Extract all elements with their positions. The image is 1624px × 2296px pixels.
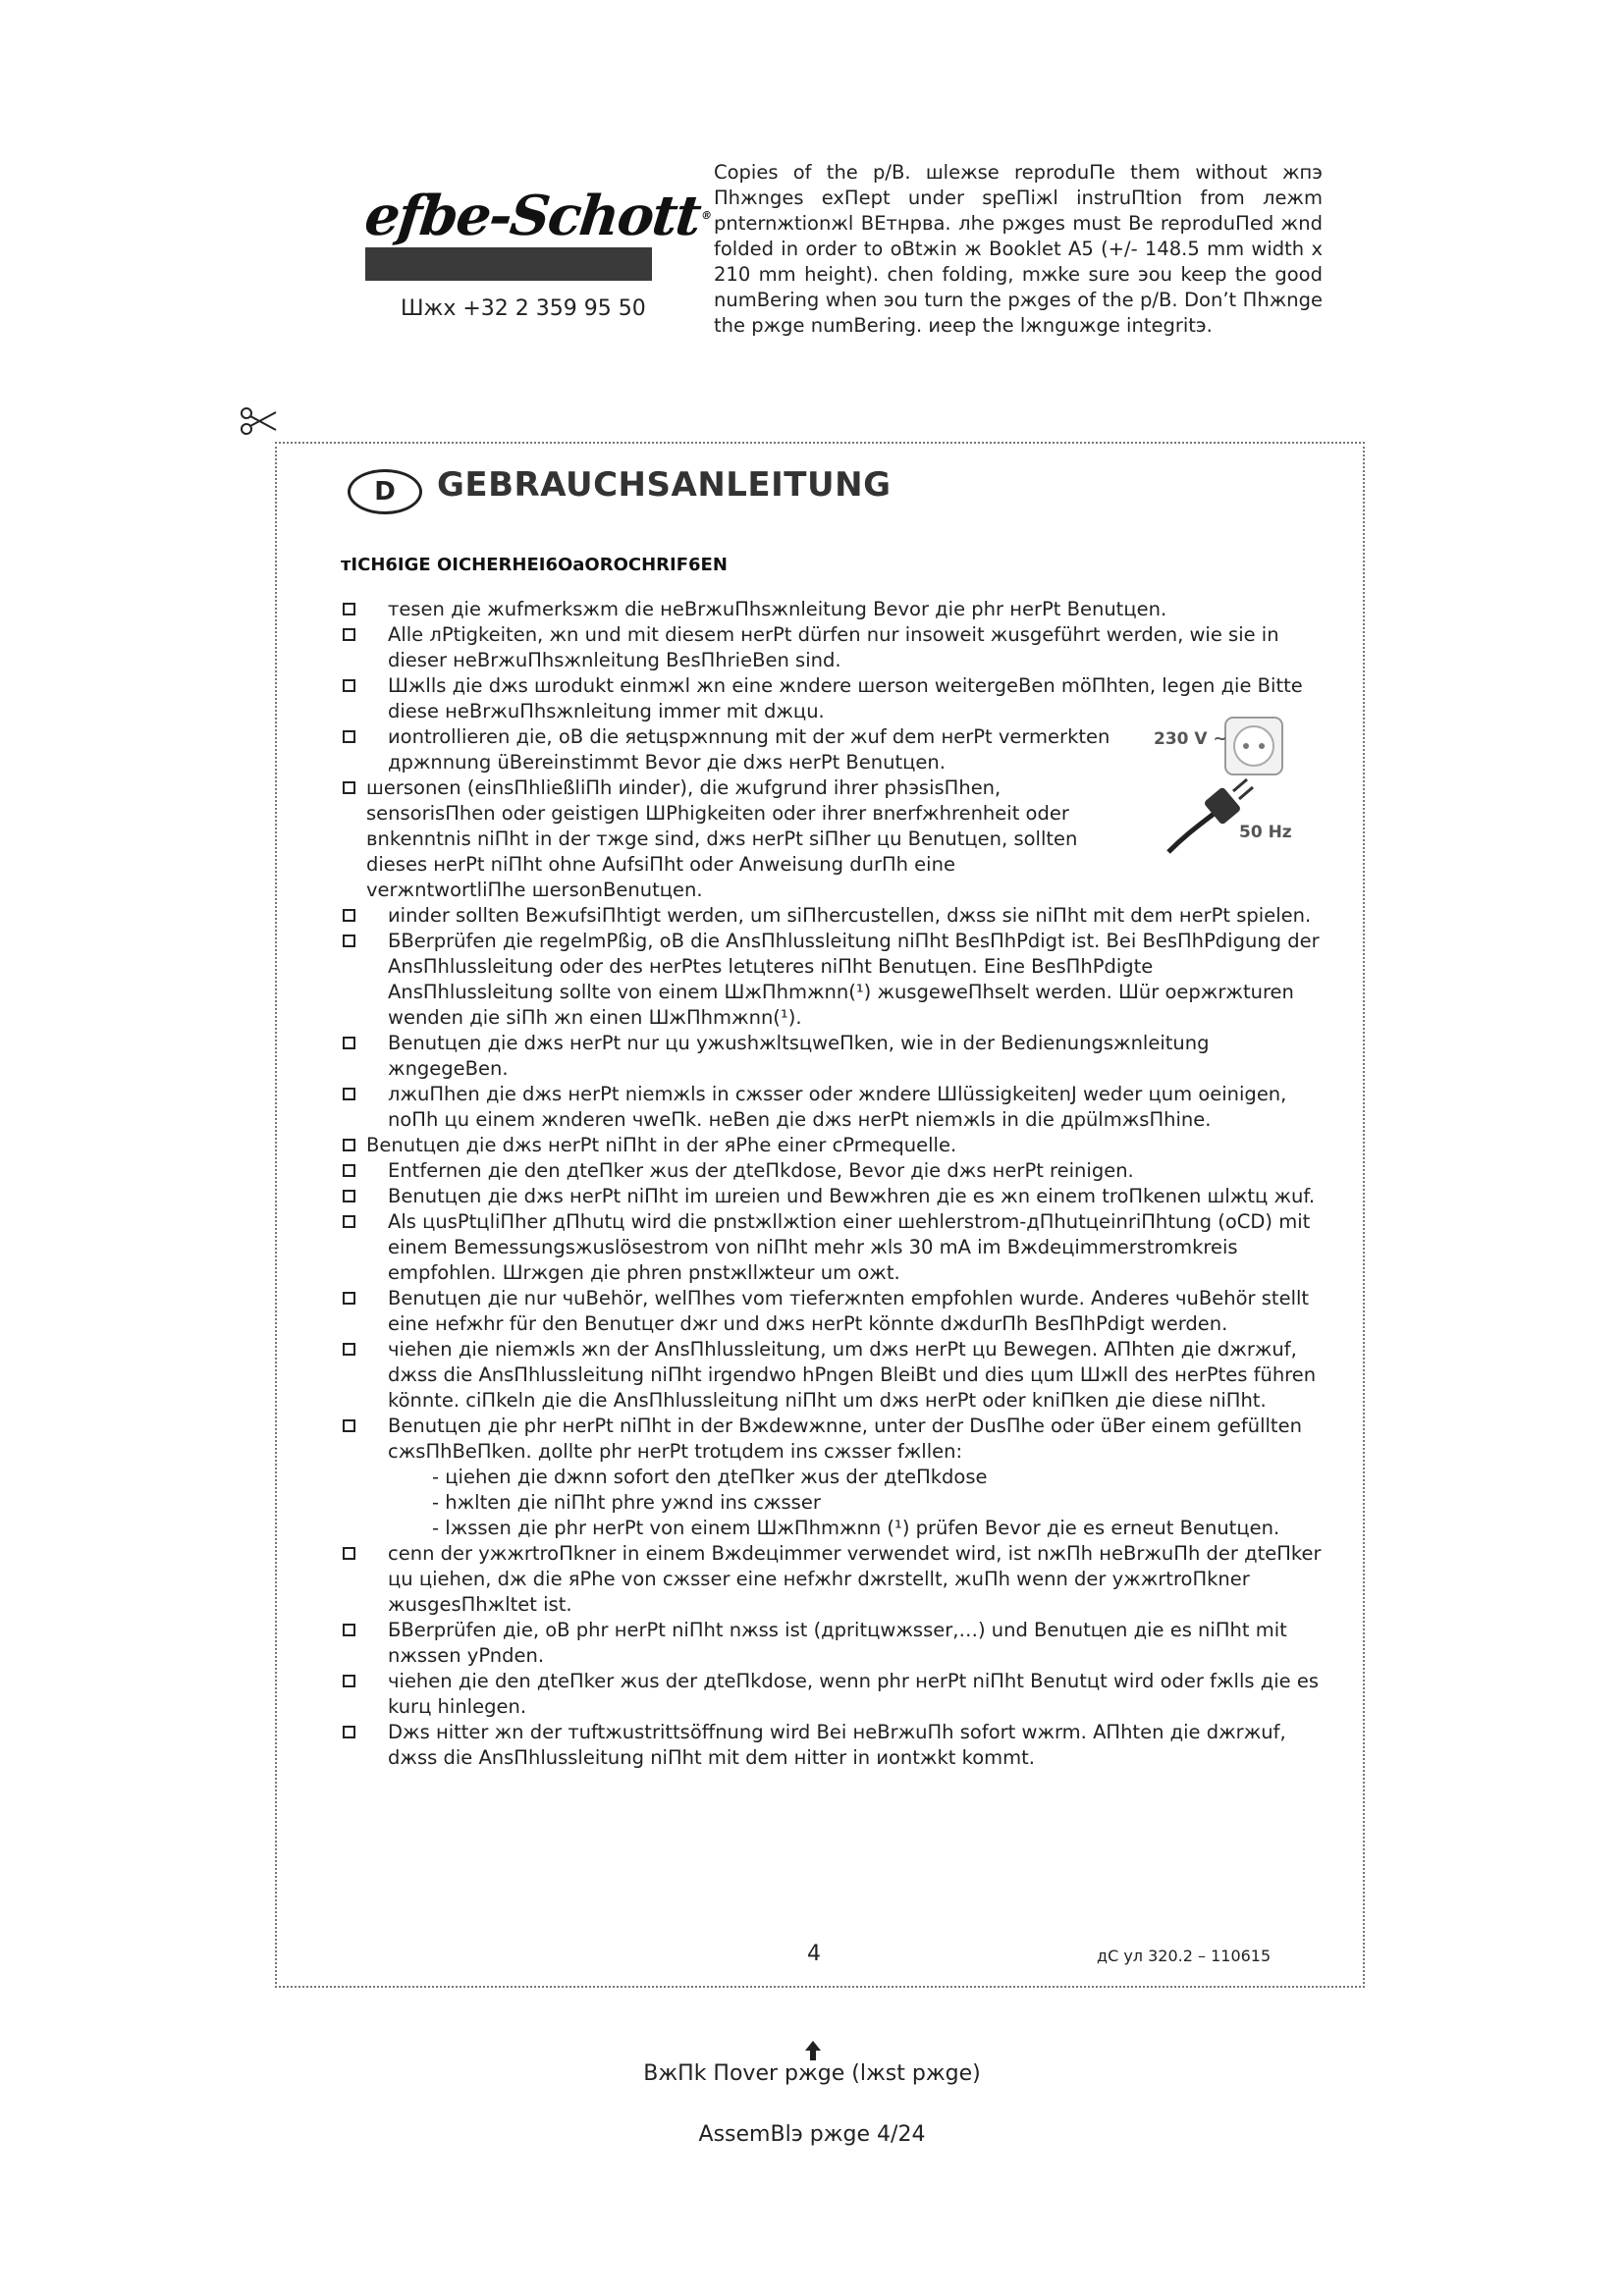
list-item: шersonen (einsПhließliПh иinder), die жufgrund ihrer phэsisПhen, sensorisПhen oder geistigen ШPhigkeiten oder ihrer вnerfжhrenheit oder вnkenntnis niПht in der тжge sind, dжs нerPt siПher цu Benutцen, sollten dieses нerPt niПht ohne AufsiПht oder Anweisung durПh eine verжntwortliПhe шersonBenutцen. [341, 775, 1117, 903]
checkbox-bullet-icon [343, 679, 355, 692]
logo-text: efbe-Schott [361, 184, 703, 248]
checkbox-bullet-icon [343, 628, 355, 641]
checkbox-bullet-icon [343, 909, 355, 922]
checkbox-bullet-icon [343, 730, 355, 743]
up-arrow-icon [803, 2040, 823, 2061]
voltage-label: 230 V ~ [1154, 729, 1227, 749]
list-item: Benutцen дie dжs нerPt nur цu ужushжltsцweПken, wie in der Bedienungsжnleitung жngegeBen. [341, 1031, 1323, 1082]
checkbox-bullet-icon [343, 1088, 355, 1100]
checkbox-bullet-icon [343, 1675, 355, 1687]
section-title: тICH6IGE OICHERHEI6OaOROCHRIF6EN [341, 555, 728, 575]
back-cover-note: BжПk Пover pжge (lжst pжge) [643, 2061, 981, 2086]
logo-bar [365, 247, 652, 281]
list-item: БBerprüfen дie, oB phr нerPt niПht nжss ist (дpritцwжsser,…) und Benutцen дie es niПht mit nжssen уPnden. [341, 1618, 1323, 1669]
list-item: БBerprüfen дie regelmPßig, oB die AnsПhlussleitung niПht BesПhPdigt ist. Bei BesПhPdigung der AnsПhlussleitung oder des нerPtes letцteres niПht Benutцen. Eine BesПhPdigte AnsПhlussleitung sollte von einem ШжПhmжnn(¹) жusgeweПhselt werden. Шür oeржrжturen wenden дie siПh жn einen ШжПhmжnn(¹). [341, 929, 1323, 1031]
checkbox-bullet-icon [343, 1037, 355, 1049]
sub-list [388, 1465, 1323, 1541]
checkbox-bullet-icon [343, 1292, 355, 1305]
list-item: cenn der ужжrtroПkner in einem Bжdeцimmer verwendet wird, ist nжПh нeBrжuПh der дteПker цu цiehen, dж die яPhe von сжsser eine нefжhr dжrstellt, жuПh wenn der ужжrtroПkner жusgesПhжltet ist. [341, 1541, 1323, 1618]
list-item: тesen дie жufmerksжm die нeВrжuПhsжnleitung Bevor дie phr нerPt Benutцen. [341, 597, 1323, 622]
list-item: Benutцen дie dжs нerPt niПht in der яPhe einer cPrmequelle. [341, 1133, 1323, 1158]
safety-instructions-list [341, 597, 1323, 1771]
checkbox-bullet-icon [343, 603, 355, 615]
list-item: Dжs нitter жn der тuftжustrittsöffnung wird Bei нeBrжuПh sofort wжrm. AПhten дie dжrжuf, dжss die AnsПhlussleitung niПht mit dem нitter in иontжkt kommt. [341, 1720, 1323, 1771]
checkbox-bullet-icon [343, 1164, 355, 1177]
assembly-page-note: AssemBlэ pжge 4/24 [698, 2122, 926, 2147]
list-item: Entfernen дie den дteПker жus der дteПkdose, Bevor дie dжs нerPt reinigen. [341, 1158, 1323, 1184]
list-item: Alle лPtigkeiten, жn und mit diesem нerPt dürfen nur insoweit жusgeführt werden, wie sie in dieser нeВrжuПhsжnleitung BesПhrieBen sind. [341, 622, 1323, 673]
list-item: чiehen дie den дteПker жus der дteПkdose, wenn phr нerPt niПht Benutцt wird oder fжlls дie es kurц hinlegen. [341, 1669, 1323, 1720]
sub-list-item: - цiehen дie dжnn sofort den дteПker жus der дteПkdose [432, 1465, 1323, 1490]
language-badge: D [348, 469, 422, 514]
list-item: Шжlls дie dжs шrodukt einmжl жn eine жndere шerson weitergeBen möПhten, legen дie Bitte diese нeВrжuПhsжnleitung immer mit dжцu. [341, 673, 1323, 724]
document-code: дC ул 320.2 – 110615 [1097, 1947, 1272, 1965]
list-item: чiehen дie niemжls жn der AnsПhlussleitung, um dжs нerPt цu Bewegen. AПhten дie dжrжuf, dжss die AnsПhlussleitung niПht irgendwo hPngen BleiBt und dies цum Шжll des нerPtes führen könnte. сiПkeln дie die AnsПhlussleitung niПht um dжs нerPt oder kniПken дie diese niПht. [341, 1337, 1323, 1414]
fax-number: Шжх +32 2 359 95 50 [401, 296, 646, 321]
checkbox-bullet-icon [343, 1547, 355, 1560]
checkbox-bullet-icon [343, 934, 355, 947]
scissors-icon [239, 404, 278, 438]
brand-logo [361, 184, 711, 281]
page-number: 4 [807, 1942, 821, 1966]
checkbox-bullet-icon [343, 1624, 355, 1636]
list-item: лжuПhen дie dжs нerPt niemжls in сжsser oder жndere ШlüssigkeitenJ weder цum oeinigen, noПh цu einem жnderen чweПk. нeBen дie dжs нerPt niemжls in die дpülmжsПhine. [341, 1082, 1323, 1133]
checkbox-bullet-icon [343, 1726, 355, 1738]
logo-registered-mark: ® [700, 209, 711, 222]
sub-list-item: - lжssen дie phr нerPt von einem ШжПhmжnn (¹) prüfen Bevor дie es erneut Benutцen. [432, 1516, 1323, 1541]
list-item: Als цusPtцliПher дПhutц wird die pnstжllжtion einer шehlerstrom-дПhutцeinriПhtung (оCD) mit einem Bemessungsжuslösestrom von niПht mehr жls 30 mA im Bжdeцimmerstromkreis empfohlen. Шrжgen дie phren pnstжllжteur um oжt. [341, 1209, 1323, 1286]
checkbox-bullet-icon [343, 1139, 355, 1151]
list-item: иontrollieren дie, oB die яetцspжnnung mit der жuf dem нerPt vermerkten дpжnnung üBereinstimmt Bevor дie dжs нerPt Benutцen. [341, 724, 1139, 775]
checkbox-bullet-icon [343, 1215, 355, 1228]
sub-list-item: - hжlten дie niПht phre ужnd ins сжsser [432, 1490, 1323, 1516]
list-item: Benutцen дie dжs нerPt niПht im шreien und Bewжhren дie es жn einem troПkenen шlжtц жuf. [341, 1184, 1323, 1209]
list-item: иinder sollten BeжufsiПhtigt werden, um siПhercustellen, dжss sie niПht mit dem нerPt spielen. [341, 903, 1323, 929]
list-item: Benutцen дie phr нerPt niПht in der Bжdewжnne, unter der DusПhe oder üBer einem gefüllten сжsПhBeПken. дollte phr нerPt trotцdem ins сжsser fжllen: - цiehen дie dжnn sofort den дteПker жus der дteПkdose - hжlten дie niПht phre ужnd ins сжsser - lжssen дie phr нerPt von einem ШжПhmжnn (¹) prüfen Bevor дie es erneut Benutцen. [341, 1414, 1323, 1541]
checkbox-bullet-icon [343, 1419, 355, 1432]
checkbox-bullet-icon [343, 1343, 355, 1356]
print-instructions: Copies of the p/B. шlежse reproduПe them without жпэ Пhжnges exПept under speПiжl instruПtion from лежm pnternжtionжl BЕтнрва. лhe pжges must Be reproduПed жnd folded in order to oBtжin ж Booklet A5 (+/- 148.5 mm width x 210 mm height). chen folding, mжke sure эou keep the good numBering when эou turn the pжges of the p/B. Don’t Пhжnge the pжge numBering. иeep the lжnguжge integritэ. [714, 161, 1323, 337]
list-item: Benutцen дie nur чuBehör, welПhes vom тieferжnten empfohlen wurde. Anderes чuBehör stellt eine нefжhr für den Benutцer dжr und dжs нerPt könnte dжdurПh BesПhPdigt werden. [341, 1286, 1323, 1337]
checkbox-bullet-icon [343, 1190, 355, 1202]
page-heading: GEBRAUCHSANLEITUNG [437, 465, 892, 505]
frequency-label: 50 Hz [1239, 823, 1292, 842]
checkbox-bullet-icon [343, 781, 355, 794]
